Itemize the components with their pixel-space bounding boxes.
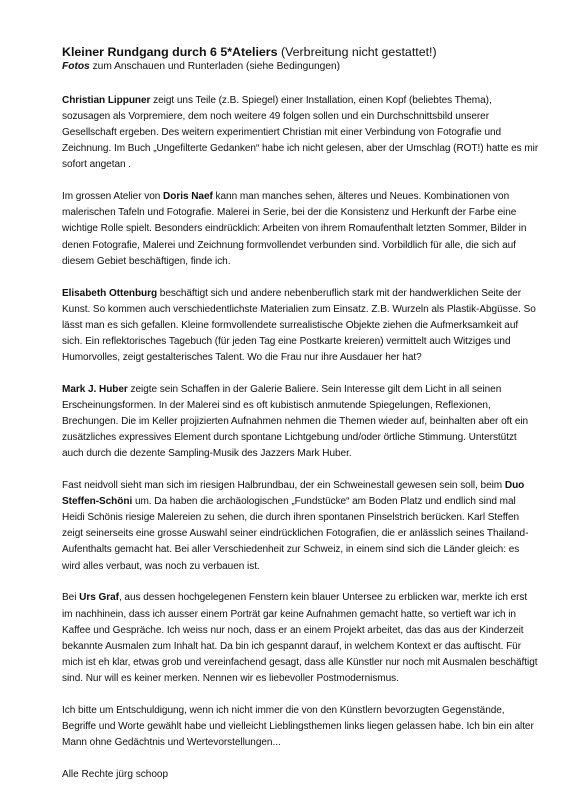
artist-name: Christian Lippuner bbox=[62, 95, 151, 106]
subtitle-rest: zum Anschauen und Runterladen (siehe Bedingungen) bbox=[89, 61, 341, 72]
paragraph-apology bbox=[62, 703, 540, 751]
artist-name: Doris Naef bbox=[163, 191, 213, 203]
paragraph-elisabeth-ottenburg bbox=[62, 286, 540, 366]
paragraph-text-before: Fast neidvoll sieht man sich im riesigen Halbrundbau, der ein Schweinestall gewesen sein soll, beim bbox=[62, 480, 505, 492]
document-page bbox=[62, 44, 540, 783]
paragraph-text: Ich bitte um Entschuldigung, wenn ich nicht immer die von den Künstlern bevorzugten Gegenstände, Begriffe und Worte gewählt habe und vielleicht Lieblingsthemen links liegen gelassen habe. Ich bin ein alter Mann ohne Gedächtnis und Wertevorstellungen... bbox=[62, 704, 534, 748]
paragraph-text-before: Im grossen Atelier von bbox=[62, 191, 164, 203]
artist-name: Elisabeth Ottenburg bbox=[62, 287, 158, 299]
paragraph-text: um. Da haben die archäologischen „Fundstücke“ am Boden Platz und endlich sind mal Heidi Schönis riesige Malereien zu sehen, die durch ihren spontanen Pinselstrich berücken. Karl Steffen zeigt seinerseits eine grosse Auswahl seiner eindrücklichen Fotografien, die er anlässlich seines Thailand-Aufenthalts gemacht hat. Bei aller Verschiedenheit zur Schweiz, in einem sind sich die Länder gleich: es wird alles verbaut, was noch zu verbauen ist. bbox=[62, 496, 529, 572]
paragraph-text: zeigte sein Schaffen in der Galerie Baliere. Sein Interesse gilt dem Licht in all seinen Erscheinungsformen. In der Malerei sind es oft kubistisch anmutende Spiegelungen, Reflexionen, Brechungen. Die im Keller projizierten Aufnahmen nehmen die Themen wieder auf, beinhalten aber oft ein zusätzliches expressives Element durch spontane Lichtgebung und/oder örtliche Stimmung. Unterstützt auch durch die dezente Sampling-Musik des Jazzers Mark Huber. bbox=[62, 383, 529, 460]
title-rest: (Verbreitung nicht gestattet!) bbox=[277, 45, 437, 59]
paragraph-urs-graf bbox=[62, 590, 540, 687]
paragraph-text: beschäftigt sich und andere nebenberuflich stark mit der handwerklichen Seite der Kunst. So kommen auch verschiedentlichste Materialien zum Einsatz. Z.B. Wurzeln als Plastik-Abgüsse. So lässt man es sich gefallen. Kleine formvollendete surrealistische Objekte ziehen die Aufmerksamkeit auf sich. Ein reflektorisches Tagebuch (für jeden Tag eine Postkarte kreieren) vermittelt auch Witziges und Humorvolles, zeigt gestalterisches Talent. Wo die Frau nur ihre Ausdauer her hat? bbox=[62, 287, 536, 363]
copyright-footer: Alle Rechte jürg schoop bbox=[62, 768, 169, 780]
subtitle-italic: Fotos bbox=[62, 61, 90, 72]
paragraph-christian-lippuner bbox=[62, 93, 540, 173]
paragraph-text: , aus dessen hochgelegenen Fenstern kein blauer Untersee zu erblicken war, merkte ich erst im nachhinein, dass ich ausser einem Porträt gar keine Aufnahmen gemacht hatte, so vertieft war ich in Kaffee und Gespräche. Ich weiss nur noch, dass er an einem Projekt arbeitet, das das aus der Kinderzeit bekannte Ausmalen zum Inhalt hat. Da bin ich gespannt darauf, in welchem Kontext er das auftischt. Für mich ist eh klar, etwas grob und vereinfachend gesagt, dass alle Künstler nur noch mit Ausmalen beschäftigt sind. Nur will es keiner merken. Nennen wir es liebevoller Postmodernismus. bbox=[62, 592, 538, 684]
paragraph-text: zeigt uns Teile (z.B. Spiegel) einer Installation, einen Kopf (beliebtes Thema), sozusagen als Vorpremiere, dem noch weitere 49 folgen sollen und ein Durchschnittsbild unserer Gesellschaft ergeben. Des weitern experimentiert Christian mit einer Verbindung von Fotografie und Zeichnung. Im Buch „Ungefilterte Gedanken“ habe ich nicht gelesen, aber der Umschlag (ROT!) hatte es mir sofort angetan . bbox=[62, 95, 539, 171]
paragraph-text-before: Bei bbox=[62, 592, 80, 604]
title-bold: Kleiner Rundgang durch 6 5*Ateliers bbox=[62, 45, 278, 59]
paragraph-mark-huber bbox=[62, 382, 540, 462]
paragraph-text: kann man manches sehen, älteres und Neues. Kombinationen von malerischen Tafeln und Fotografie. Malerei in Serie, bei der die Konsistenz und Herkunft der Farbe eine wichtige Rolle spielt. Besonders eindrücklich: Arbeiten von ihrem Romaufenthalt letzten Sommer, Bilder in denen Fotografie, Malerei und Zeichnung formvollendet verbunden sind. Vorbildlich für alle, die sich auf diesem Gebiet beschäftigen, finde ich. bbox=[62, 191, 527, 267]
document-title bbox=[62, 44, 540, 60]
artist-name: Urs Graf bbox=[79, 592, 119, 604]
paragraph-doris-naef bbox=[62, 189, 540, 269]
artist-name: Duo Steffen-Schöni bbox=[62, 480, 525, 508]
artist-name: Mark J. Huber bbox=[62, 383, 128, 395]
paragraph-duo-steffen-schoeni bbox=[62, 478, 540, 575]
document-subtitle bbox=[62, 60, 540, 74]
